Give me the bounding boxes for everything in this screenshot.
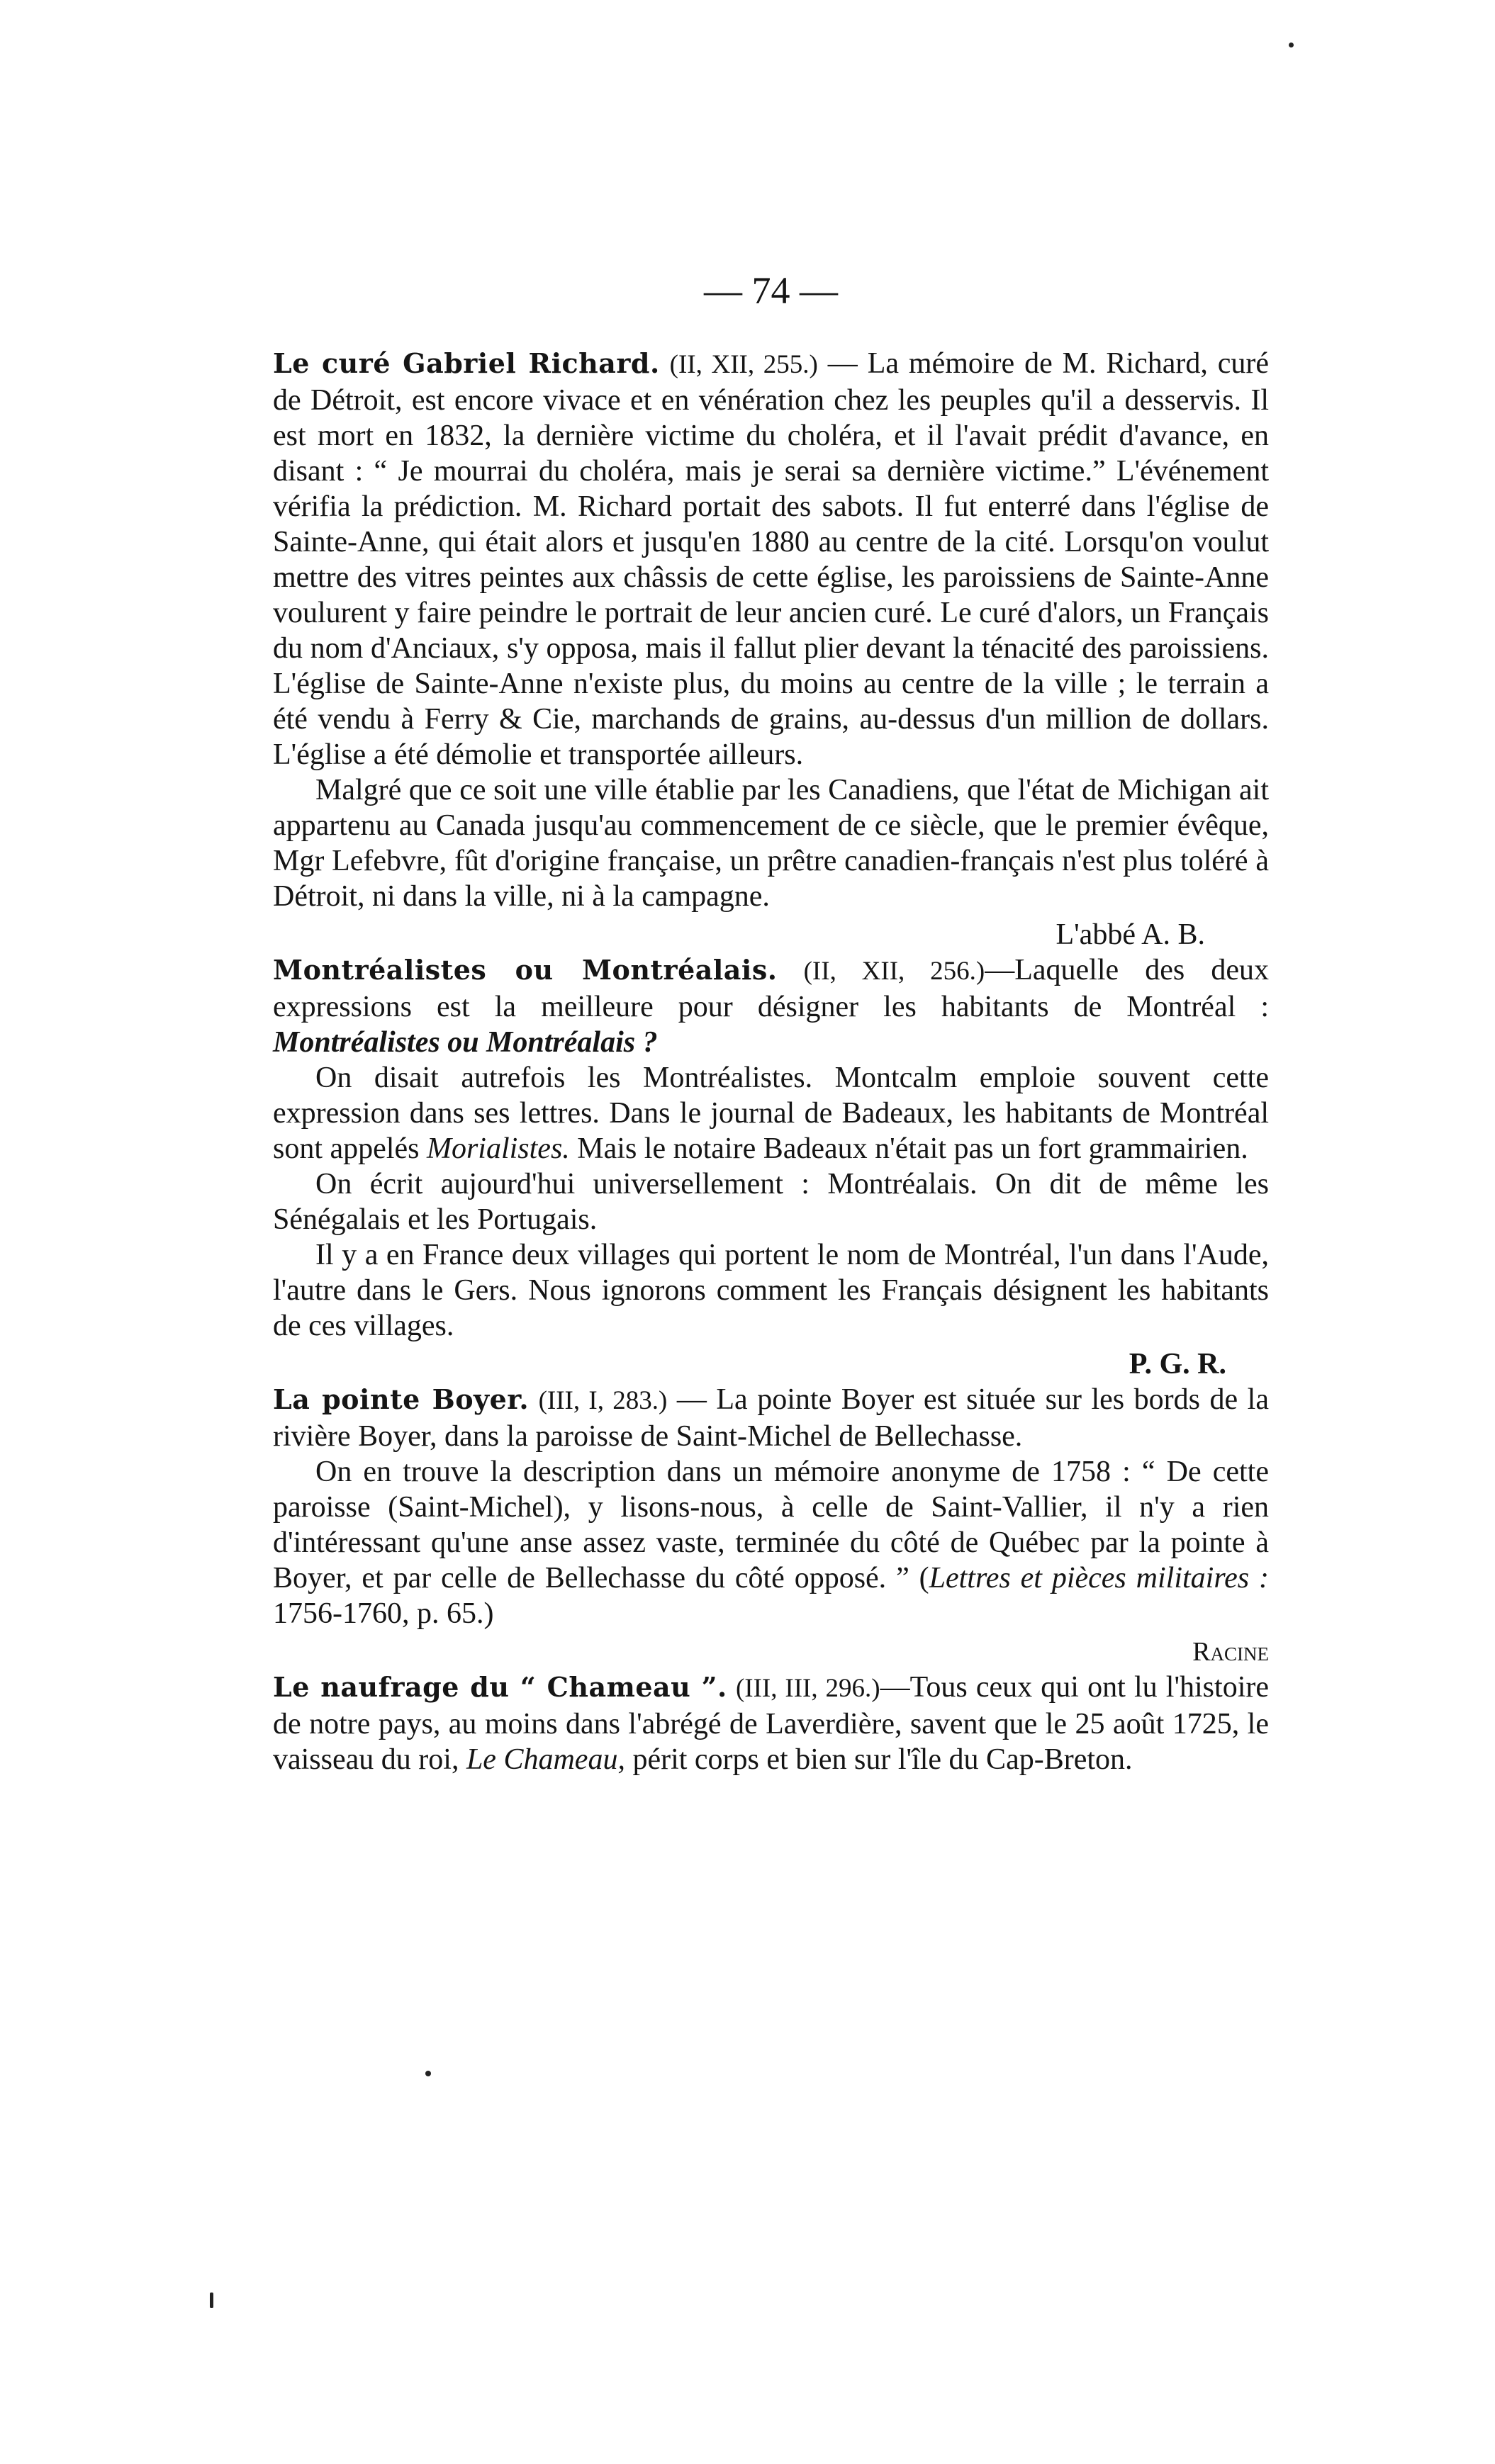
entry-italic-text: Lettres et pièces militaires : [929,1562,1269,1594]
entry-heading: Le naufrage du “ Chameau ”. [273,1671,727,1703]
entry-naufrage-chameau [273,1670,1269,1777]
entry-italic-text: Morialistes. [426,1132,570,1165]
entry-signature: L'abbé A. B. [1056,918,1205,951]
entry-text: Mais le notaire Badeaux n'était pas un fort grammairien. [569,1132,1248,1165]
scan-speck [210,2293,213,2308]
entry-paragraph [273,1454,1269,1631]
entry-text: 1756-1760, p. 65.) [273,1597,494,1630]
entry-signature: Racine [1192,1637,1269,1667]
entry-paragraph [273,952,1269,1060]
entry-text: On en trouve la description dans un mémoire anonyme de 1758 : “ De cette paroisse (Saint-Michel), y lisons-nous, à celle de Saint-Vallier, il n'y a rien d'intéressant qu'une anse assez vaste, terminée du côté de Québec par la pointe à Boyer, et par celle de Bellechasse du côté opposé. ” ( [273,1456,1269,1594]
entry-paragraph [273,1382,1269,1454]
entry-pointe-boyer [273,1382,1269,1670]
entry-signature: P. G. R. [1129,1348,1226,1380]
entry-text: —Laquelle des deux expressions est la meilleure pour désigner les habitants de Montréal : [273,954,1270,1023]
entry-montrealistes [273,952,1269,1382]
entry-cure-richard [273,346,1269,952]
scan-speck [425,2071,431,2076]
entry-paragraph [273,1060,1269,1166]
entry-reference: (III, III, 296.) [735,1674,880,1703]
entry-text: périt corps et bien sur l'île du Cap-Breton. [625,1743,1133,1776]
document-page [273,269,1269,1777]
entry-paragraph [273,346,1269,772]
entry-paragraph: Malgré que ce soit une ville établie par les Canadiens, que l'état de Michigan ait appartenu au Canada jusqu'au commencement de ce siècle, que le premier évêque, Mgr Lefebvre, fût d'origine française, un prêtre canadien-français n'est plus toléré à Détroit, ni dans la ville, ni à la campagne. [273,774,1269,913]
page-number: — 74 — [704,269,838,312]
entry-text: On disait autrefois les Montréalistes. Montcalm emploie souvent cette expression dans ses lettres. Dans le journal de Badeaux, les habitants de Montréal sont appelés [273,1062,1269,1165]
entry-paragraph [273,1670,1269,1777]
entry-paragraph: On écrit aujourd'hui universellement : Montréalais. On dit de même les Sénégalais et les Portugais. [273,1168,1269,1236]
entry-text: — La mémoire de M. Richard, curé de Détroit, est encore vivace et en vénération chez les peuples qu'il a desservis. Il est mort en 1832, la dernière victime du choléra, et il l'avait prédit d'avance, en disant : “ Je mourrai du choléra, mais je serai sa dernière victime.” L'événement vérifia la prédiction. M. Richard portait des sabots. Il fut enterré dans l'église de Sainte-Anne, qui était alors et jusqu'en 1880 au centre de la cité. Lorsqu'on voulut mettre des vitres peintes aux châssis de cette église, les paroissiens de Sainte-Anne voulurent y faire peindre le portrait de leur ancien curé. Le curé d'alors, un Français du nom d'Anciaux, s'y opposa, mais il fallut plier devant la ténacité des paroissiens. L'église de Sainte-Anne n'existe plus, du moins au centre de la ville ; le terrain a été vendu à Ferry & Cie, marchands de grains, au-dessus d'un million de dollars. L'église a été démolie et transportée ailleurs. [273,347,1270,771]
entry-text: — La pointe Boyer est située sur les bords de la rivière Boyer, dans la paroisse de Saint-Michel de Bellechasse. [273,1383,1269,1453]
entry-paragraph: Il y a en France deux villages qui portent le nom de Montréal, l'un dans l'Aude, l'autre dans le Gers. Nous ignorons comment les Français désignent les habitants de ces villages. [273,1239,1269,1342]
entry-heading: Montréalistes ou Montréalais. [273,954,778,986]
entry-italic-text: Montréalistes ou Montréalais ? [273,1026,658,1059]
entry-heading: Le curé Gabriel Richard. [273,347,660,379]
entry-reference: (II, XII, 255.) [669,350,818,379]
entry-reference: (III, I, 283.) [538,1386,668,1415]
entry-text: —Tous ceux qui ont lu l'histoire de notre pays, au moins dans l'abrégé de Laverdière, savent que le 25 août 1725, le vaisseau du roi, [273,1671,1269,1776]
scan-speck [1289,43,1294,47]
entry-reference: (II, XII, 256.) [803,957,985,986]
entry-italic-text: Le Chameau, [466,1743,625,1776]
entry-heading: La pointe Boyer. [273,1383,530,1415]
